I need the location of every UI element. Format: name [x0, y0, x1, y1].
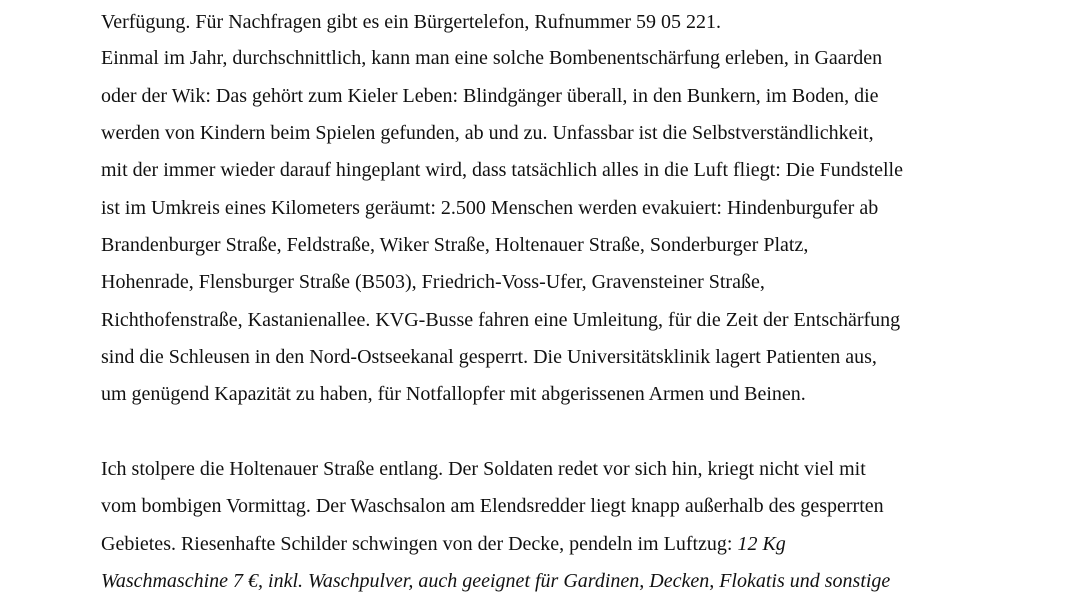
- text-line: Richthofenstraße, Kastanienallee. KVG-Busse fahren eine Umleitung, für die Zeit der Entschärfung: [101, 309, 901, 331]
- text-line: sind die Schleusen in den Nord-Ostseekanal gesperrt. Die Universitätsklinik lagert Patienten aus,: [101, 346, 877, 368]
- italic-sign-text: Waschmaschine 7 €, inkl. Waschpulver, auch geeignet für Gardinen, Decken, Flokatis und sonstige: [101, 570, 891, 592]
- italic-sign-text: 12 Kg: [737, 533, 786, 555]
- text-line: mit der immer wieder darauf hingeplant wird, dass tatsächlich alles in die Luft fliegt: Die Fundstelle: [101, 159, 903, 181]
- text-line: vom bombigen Vormittag. Der Waschsalon am Elendsredder liegt knapp außerhalb des gesperrten: [101, 495, 884, 517]
- text-line: um genügend Kapazität zu haben, für Notfallopfer mit abgerissenen Armen und Beinen.: [101, 383, 806, 405]
- text-line: Hohenrade, Flensburger Straße (B503), Friedrich-Voss-Ufer, Gravensteiner Straße,: [101, 271, 765, 293]
- text-line: werden von Kindern beim Spielen gefunden, ab und zu. Unfassbar ist die Selbstverständlichkeit,: [101, 122, 874, 144]
- text-segment: Gebietes. Riesenhafte Schilder schwingen von der Decke, pendeln im Luftzug:: [101, 533, 738, 555]
- text-line: Einmal im Jahr, durchschnittlich, kann man eine solche Bombenentschärfung erleben, in Gaarden: [101, 47, 883, 69]
- text-line: oder der Wik: Das gehört zum Kieler Leben: Blindgänger überall, in den Bunkern, im Boden, die: [101, 85, 879, 107]
- text-line: Verfügung. Für Nachfragen gibt es ein Bürgertelefon, Rufnummer 59 05 221.: [101, 11, 722, 33]
- text-line: Brandenburger Straße, Feldstraße, Wiker Straße, Holtenauer Straße, Sonderburger Platz,: [101, 234, 809, 256]
- text-line: ist im Umkreis eines Kilometers geräumt: 2.500 Menschen werden evakuiert: Hindenburgufer ab: [101, 197, 879, 219]
- text-line: [101, 532, 786, 556]
- text-line: Ich stolpere die Holtenauer Straße entlang. Der Soldaten redet vor sich hin, kriegt nicht viel mit: [101, 458, 866, 480]
